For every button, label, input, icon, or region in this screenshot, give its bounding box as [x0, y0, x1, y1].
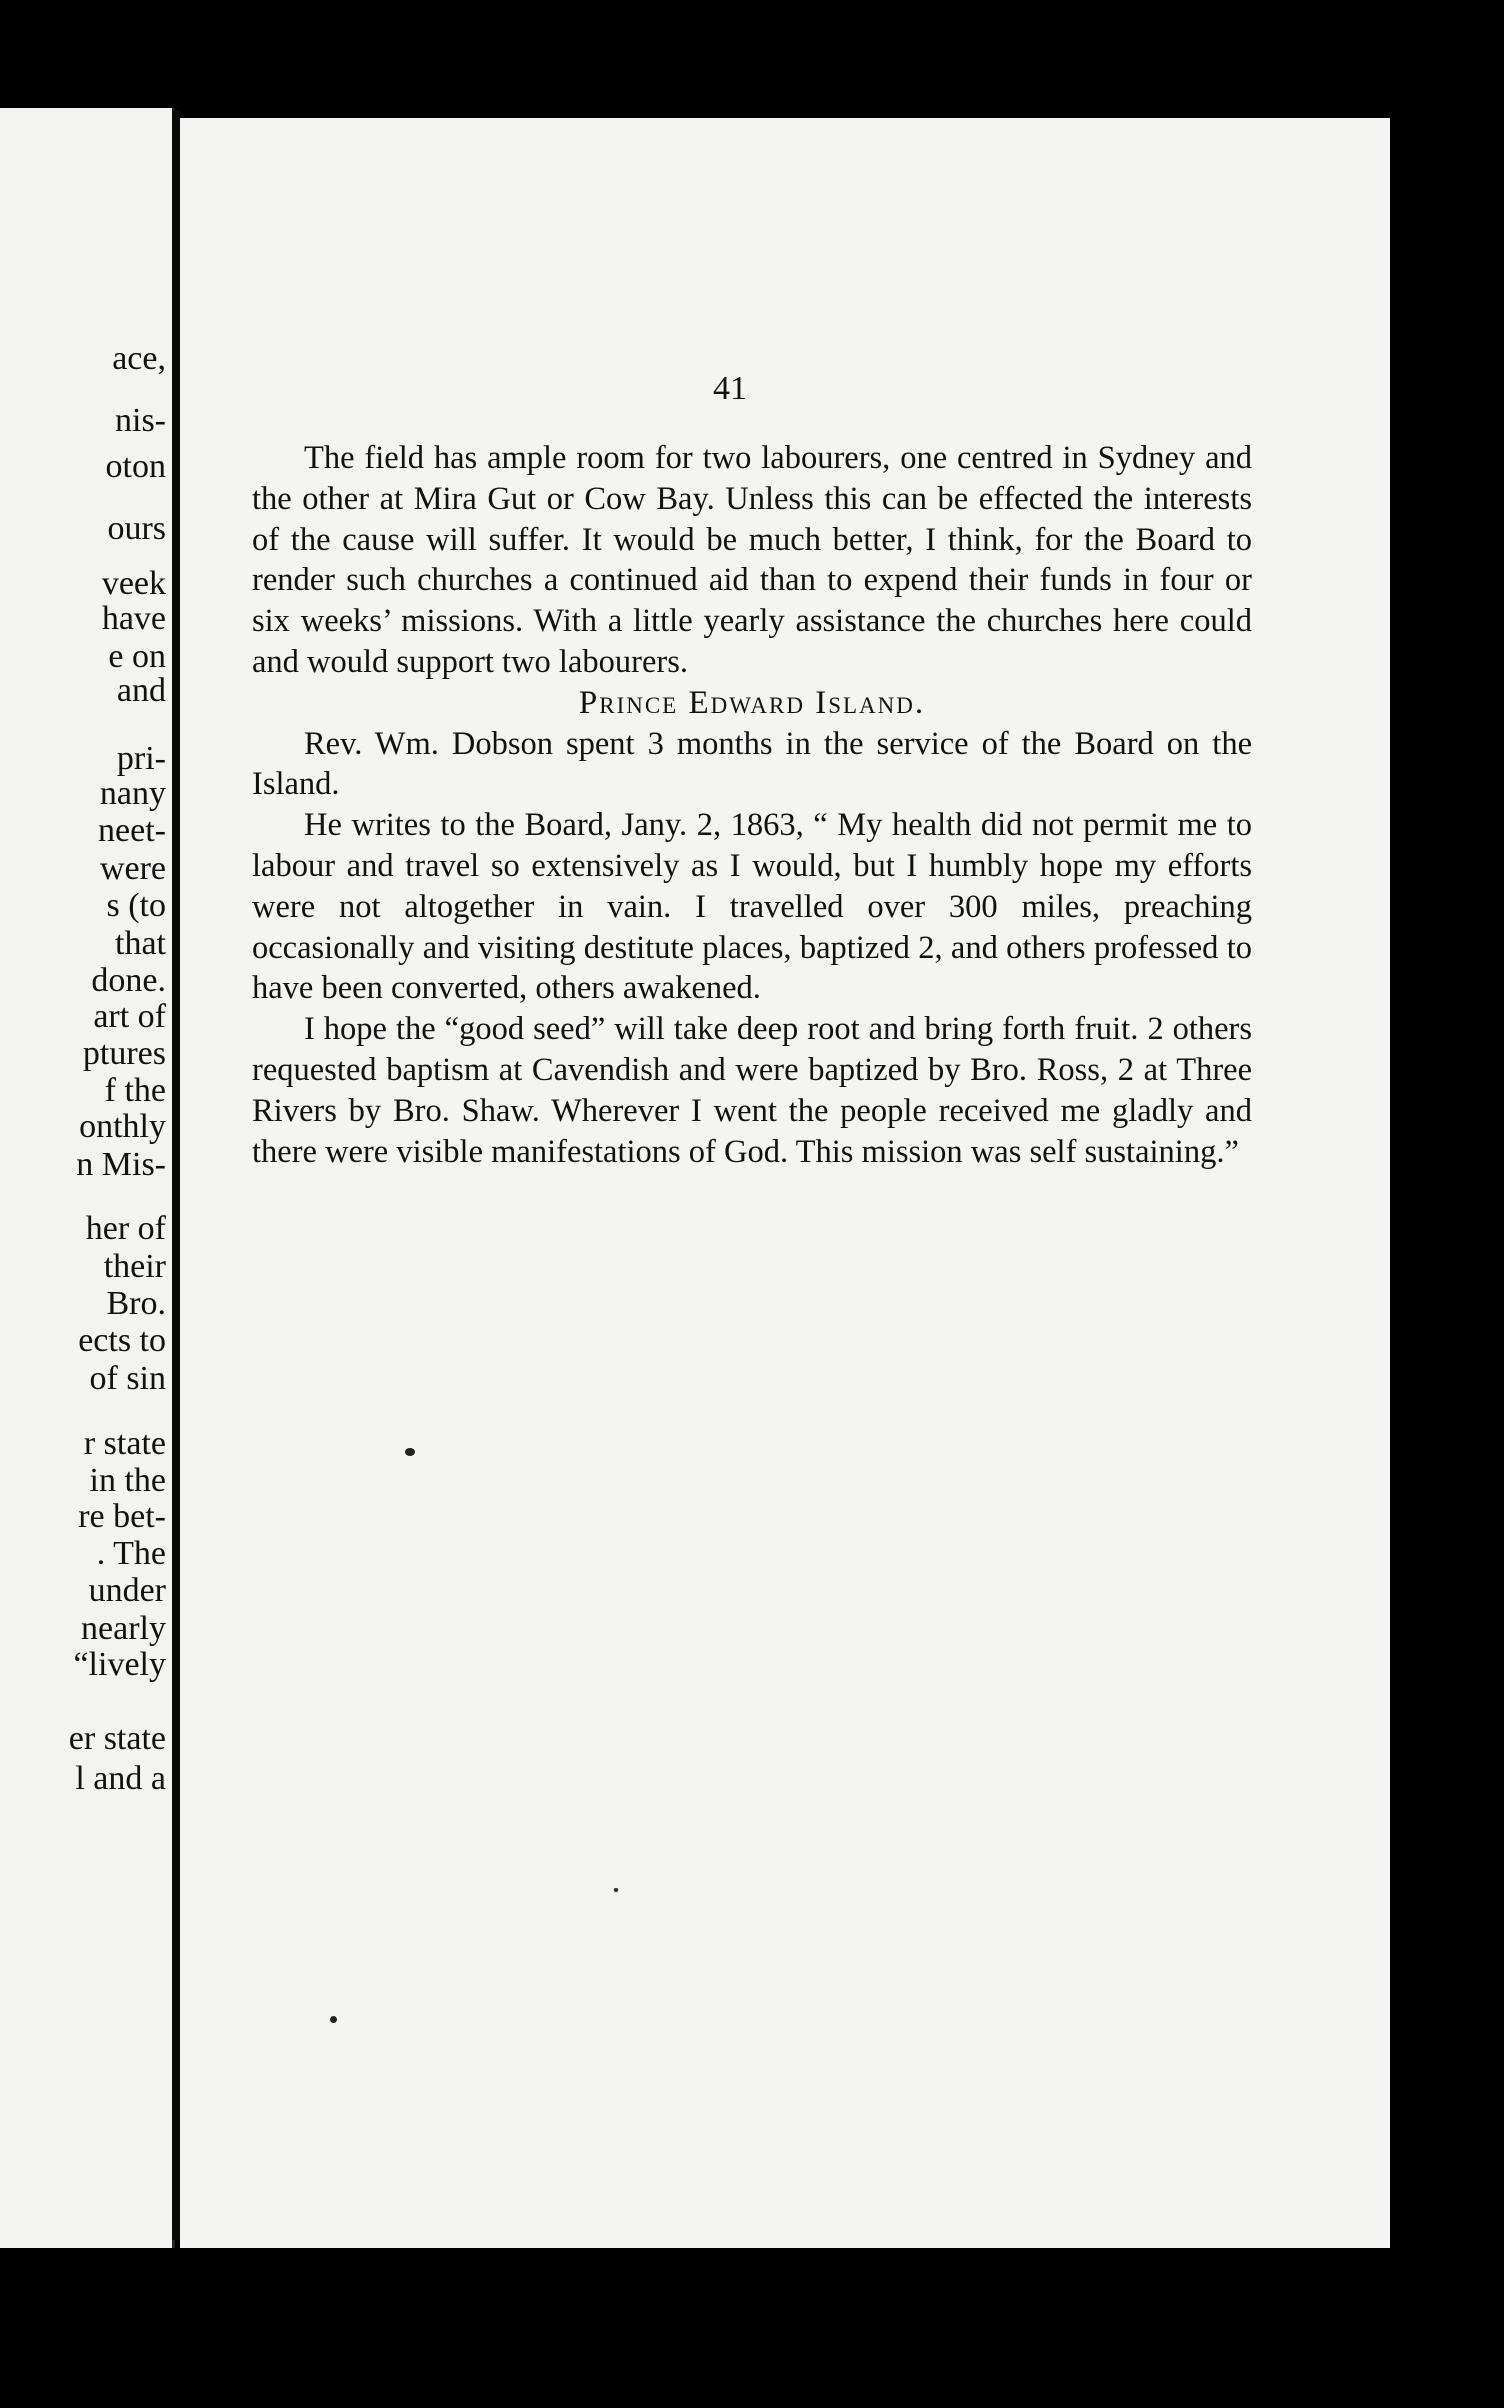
left-page-line: re bet- — [78, 1498, 166, 1535]
left-page-line: were — [99, 850, 166, 887]
page-gutter — [172, 110, 180, 2240]
left-page-line: nearly — [81, 1610, 166, 1647]
left-page-line: nany — [99, 775, 166, 812]
page-number: 41 — [713, 370, 747, 407]
left-page-line: ects to — [78, 1322, 166, 1359]
left-page-line: Bro. — [106, 1285, 166, 1322]
left-page-line: in the — [89, 1462, 166, 1499]
page-body — [252, 438, 1252, 1172]
paragraph-good-seed: I hope the “good seed” will take deep root and bring forth fruit. 2 others requested baptism at Cavendish and were baptized by Bro. Ross, 2 at Three Rivers by Bro. Shaw. Wherever I went the people received me gladly and there were visible manifestations of God. This mission was self sustaining.” — [252, 1011, 1252, 1170]
left-page-line: of sin — [89, 1360, 166, 1397]
left-page-line: ace, — [112, 340, 166, 377]
paragraph-cape-breton: The field has ample room for two labourers, one centred in Sydney and the other at Mira Gut or Cow Bay. Unless this can be effected the interests of the cause will suffer. It would be much better, I think, for the Board to render such churches a continued aid than to expend their funds in four or six weeks’ missions. With a little yearly assistance the churches here could and would support two labourers. — [252, 440, 1252, 680]
left-page-line: their — [103, 1248, 166, 1285]
left-page-line: e on — [108, 638, 166, 675]
left-page-line: under — [88, 1572, 166, 1609]
left-page-line: n Mis- — [76, 1146, 166, 1183]
left-page-line: onthly — [79, 1108, 166, 1145]
left-page-line: art of — [93, 998, 166, 1035]
left-page-line: f the — [104, 1072, 166, 1109]
ink-speck — [614, 1888, 618, 1892]
left-page-line: done. — [91, 962, 166, 999]
left-page-line: that — [115, 925, 166, 962]
left-page-line: veek — [101, 565, 166, 602]
left-page-line: nis- — [115, 402, 166, 439]
left-page-line: r state — [83, 1425, 166, 1462]
left-page-line: s (to — [106, 887, 166, 924]
left-page-line: ours — [107, 510, 166, 547]
left-page-line: . The — [96, 1535, 166, 1572]
paragraph-dobson-letter: He writes to the Board, Jany. 2, 1863, “ My health did not permit me to labour and travel so extensively as I would, but I humbly hope my efforts were not altogether in vain. I travelled over 300 miles, preaching occasionally and visiting destitute places, baptized 2, and others professed to have been converted, others awakened. — [252, 807, 1252, 1007]
left-page-line: “lively — [73, 1646, 166, 1683]
left-page-line: er state — [68, 1720, 166, 1757]
ink-speck — [405, 1448, 415, 1456]
section-heading: Prince Edward Island. — [578, 684, 926, 721]
paragraph-dobson-intro: Rev. Wm. Dobson spent 3 months in the service of the Board on the Island. — [252, 725, 1252, 803]
left-page-line: have — [101, 600, 166, 637]
ink-speck — [330, 2016, 337, 2023]
left-page-line: oton — [105, 448, 166, 485]
right-page — [180, 118, 1390, 2248]
left-page-line: pri- — [116, 740, 166, 777]
left-page-line: her of — [85, 1210, 166, 1247]
left-page-line: neet- — [98, 812, 166, 849]
left-page-fragment — [0, 108, 175, 2248]
left-page-line: and — [116, 672, 166, 709]
left-page-line: ptures — [82, 1035, 166, 1072]
left-page-line: l and a — [75, 1760, 166, 1797]
